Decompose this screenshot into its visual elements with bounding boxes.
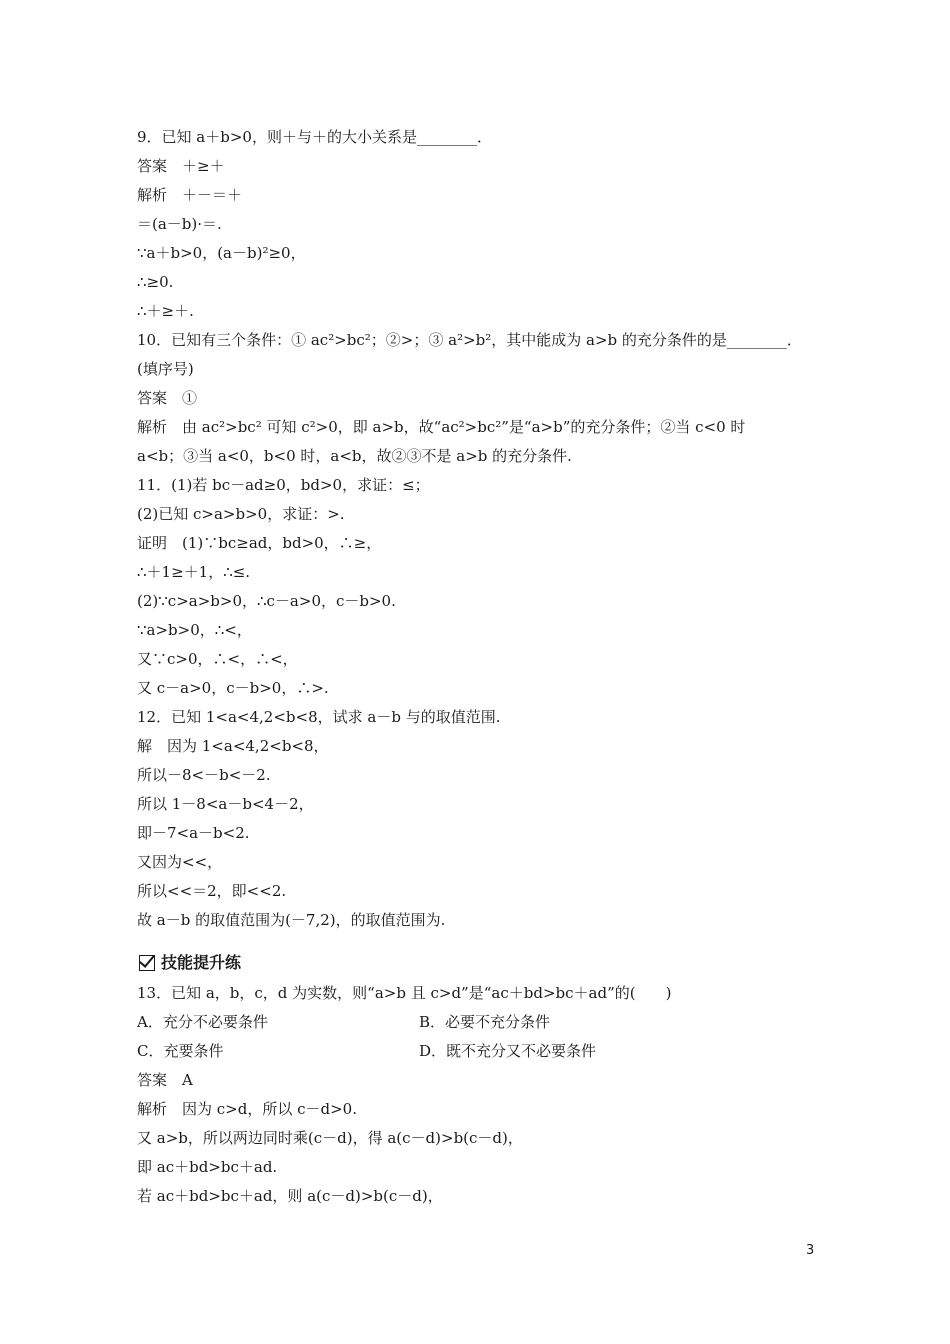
text-line: 即－7<a－b<2. bbox=[137, 824, 250, 842]
text-line: 证明 (1)∵bc≥ad，bd>0，∴≥， bbox=[137, 534, 382, 552]
option-c: C．充要条件 bbox=[137, 1042, 224, 1060]
text-line: 即 ac＋bd>bc＋ad. bbox=[137, 1158, 278, 1176]
text-line: 又 a>b，所以两边同时乘(c－d)，得 a(c－d)>b(c－d)， bbox=[137, 1129, 523, 1147]
option-b: B．必要不充分条件 bbox=[419, 1013, 551, 1031]
text-line: 又 c－a>0，c－b>0，∴>. bbox=[137, 679, 329, 697]
text-line: (2)已知 c>a>b>0，求证：>. bbox=[137, 505, 345, 523]
text-line: 解 因为 1<a<4,2<b<8， bbox=[137, 737, 329, 755]
text-line: (填序号) bbox=[137, 360, 194, 378]
text-line: 所以－8<－b<－2. bbox=[137, 766, 271, 784]
text-line: 若 ac＋bd>bc＋ad，则 a(c－d)>b(c－d)， bbox=[137, 1187, 443, 1205]
text-line: (2)∵c>a>b>0，∴c－a>0，c－b>0. bbox=[137, 592, 396, 610]
text-line: 12．已知 1<a<4,2<b<8，试求 a－b 与的取值范围. bbox=[137, 708, 501, 726]
options-row-2 bbox=[137, 1037, 827, 1066]
section-heading bbox=[137, 947, 827, 979]
text-line: 9．已知 a＋b>0，则＋与＋的大小关系是________． bbox=[137, 128, 492, 146]
option-d: D．既不充分又不必要条件 bbox=[419, 1042, 597, 1060]
text-line: 又∵c>0，∴<，∴<， bbox=[137, 650, 298, 668]
text-line: 答案 ① bbox=[137, 389, 198, 407]
text-line: 10．已知有三个条件：① ac²>bc²；②>；③ a²>b²，其中能成为 a>b 的充分条件的是________． bbox=[137, 331, 802, 349]
text-line: 解析 因为 c>d，所以 c－d>0. bbox=[137, 1100, 357, 1118]
text-line: ∵a＋b>0，(a－b)²≥0， bbox=[137, 244, 306, 262]
text-line: 11．(1)若 bc－ad≥0，bd>0，求证：≤； bbox=[137, 476, 430, 494]
page-content bbox=[137, 123, 827, 1211]
question-13-stem: 13．已知 a，b，c，d 为实数，则“a>b 且 c>d”是“ac＋bd>bc＋ad”的( ) bbox=[137, 984, 672, 1002]
checkbox-checked-icon bbox=[139, 955, 155, 971]
text-line: 所以<<＝2，即<<2. bbox=[137, 882, 287, 900]
section-title: 技能提升练 bbox=[161, 953, 242, 972]
text-line: 答案 ＋≥＋ bbox=[137, 157, 225, 175]
text-line: ∴＋1≥＋1，∴≤. bbox=[137, 563, 251, 581]
text-line: 所以 1－8<a－b<4－2， bbox=[137, 795, 314, 813]
text-line: ∵a>b>0，∴<， bbox=[137, 621, 252, 639]
option-a: A．充分不必要条件 bbox=[137, 1013, 268, 1031]
options-row-1 bbox=[137, 1008, 827, 1037]
text-line: ∴＋≥＋. bbox=[137, 302, 194, 320]
page-number: 3 bbox=[806, 1243, 815, 1258]
text-line: 解析 由 ac²>bc² 可知 c²>0，即 a>b，故“ac²>bc²”是“a>b”的充分条件；②当 c<0 时 bbox=[137, 418, 746, 436]
section-spacer bbox=[137, 935, 827, 947]
text-line: ＝(a－b)·＝. bbox=[137, 215, 222, 233]
text-line: 又因为<<， bbox=[137, 853, 223, 871]
text-line: 答案 A bbox=[137, 1071, 193, 1089]
text-line: 解析 ＋－＝＋ bbox=[137, 186, 243, 204]
text-line: ∴≥0. bbox=[137, 273, 174, 291]
text-line: a<b；③当 a<0，b<0 时，a<b，故②③不是 a>b 的充分条件. bbox=[137, 447, 572, 465]
text-line: 故 a－b 的取值范围为(－7,2)，的取值范围为. bbox=[137, 911, 446, 929]
